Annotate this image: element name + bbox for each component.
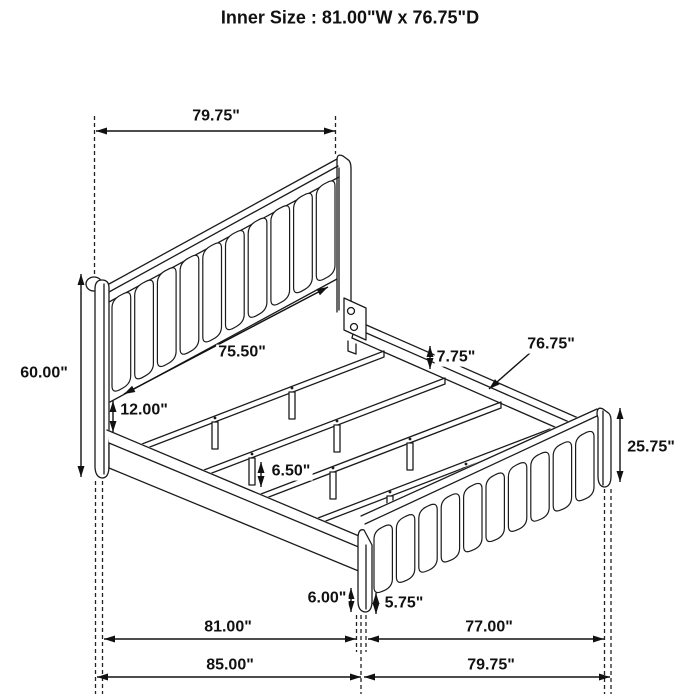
footboard [358,408,611,612]
footboard-right-post [597,408,611,487]
diagram-title: Inner Size : 81.00"W x 76.75"D [220,7,480,28]
slat-leg [289,392,295,419]
headboard-right-post-cap [337,155,351,168]
dim-label-base-width: 81.00" [204,618,252,636]
slat-leg [407,443,413,470]
dim-label-inner-depth: 76.75" [527,335,575,353]
dim-label-rail-length: 77.00" [465,618,513,636]
slat-leg [330,472,336,499]
dim-label-inner-width: 75.50" [218,343,266,361]
left-side-rail [107,429,361,572]
dim-label-slat-drop: 7.75" [436,348,476,366]
bracket-hole [348,308,355,315]
dim-label-slat-leg-height: 6.50" [271,462,311,480]
dim-label-foot-clearance: 5.75" [384,594,424,612]
headboard-left-post [95,280,109,478]
dim-label-overall-width: 85.00" [206,656,254,674]
dim-label-rail-gap: 12.00" [120,401,168,419]
extension-lines [95,116,612,694]
footboard-left-leg [358,530,372,612]
dim-label-footboard-height: 25.75" [627,438,675,456]
dim-label-foot-leg-height: 6.00" [307,589,347,607]
rail-bracket [344,298,366,340]
dim-label-overall-depth: 79.75" [467,656,515,674]
slat-leg [334,425,340,452]
dim-label-headboard-height: 60.00" [20,364,68,382]
slat-leg [212,422,218,449]
slat-leg [249,458,255,485]
bracket-hole [351,324,358,331]
dim-leader-inner-depth [489,353,530,389]
dim-label-headboard-width: 79.75" [192,107,240,125]
